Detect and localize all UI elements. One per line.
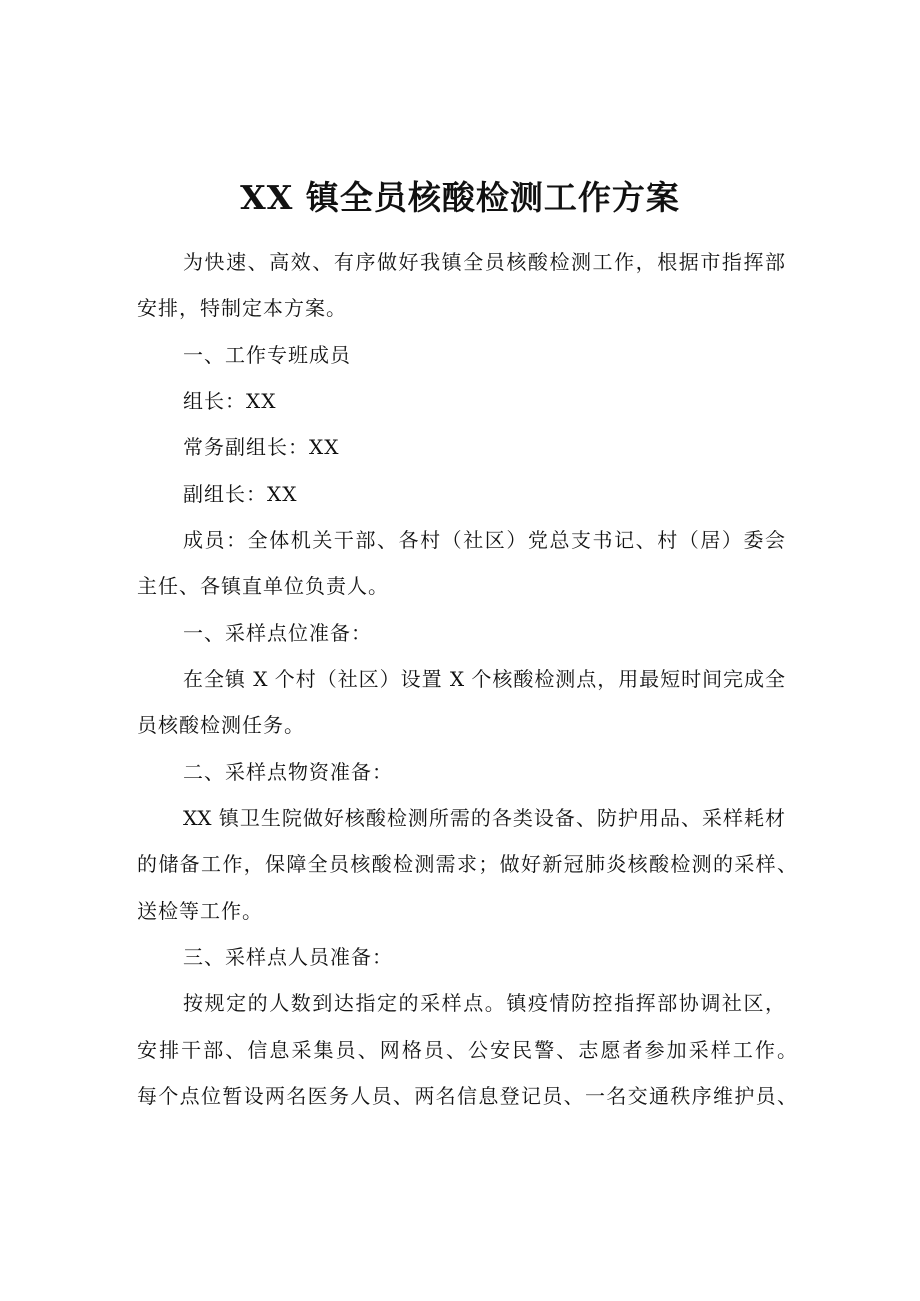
section-heading: 一、采样点位准备： [183, 620, 372, 645]
paragraph-line: 员核酸检测任务。 [137, 713, 305, 738]
section-heading: 二、采样点物资准备： [183, 759, 393, 784]
paragraph-sampling-sites [137, 656, 797, 749]
paragraph-deputy [137, 471, 797, 517]
paragraph-personnel [137, 980, 797, 1119]
paragraph-intro [137, 239, 797, 332]
paragraph-members [137, 517, 797, 610]
paragraph-line: 常务副组长：XX [183, 435, 340, 460]
document-title: XX 镇全员核酸检测工作方案 [240, 178, 680, 217]
paragraph-line: 成员：全体机关干部、各村（社区）党总支书记、村（居）委会 [183, 527, 785, 552]
paragraph-line: 副组长：XX [183, 481, 298, 506]
section-heading-supplies [137, 749, 797, 795]
paragraph-line: 组长：XX [183, 388, 277, 413]
paragraph-executive-deputy [137, 424, 797, 470]
paragraph-line: 为快速、高效、有序做好我镇全员核酸检测工作，根据市指挥部 [183, 250, 785, 274]
paragraph-line: 送检等工作。 [137, 898, 263, 923]
document-body [137, 239, 797, 1119]
section-heading: 一、工作专班成员 [183, 342, 351, 367]
section-heading-team [137, 332, 797, 378]
paragraph-line: XX 镇卫生院做好核酸检测所需的各类设备、防护用品、采样耗材 [183, 805, 785, 830]
paragraph-line: 在全镇 X 个村（社区）设置 X 个核酸检测点，用最短时间完成全 [183, 666, 785, 691]
paragraph-line: 主任、各镇直单位负责人。 [137, 574, 389, 599]
section-heading: 三、采样点人员准备： [183, 944, 393, 969]
section-heading-sampling-sites [137, 610, 797, 656]
section-heading-personnel [137, 934, 797, 980]
paragraph-supplies [137, 795, 797, 934]
paragraph-line: 按规定的人数到达指定的采样点。镇疫情防控指挥部协调社区， [183, 991, 785, 1016]
paragraph-line: 安排干部、信息采集员、网格员、公安民警、志愿者参加采样工作。 [137, 1037, 797, 1062]
paragraph-line: 安排，特制定本方案。 [137, 296, 347, 321]
paragraph-line: 每个点位暂设两名医务人员、两名信息登记员、一名交通秩序维护员、 [137, 1083, 797, 1108]
paragraph-line: 的储备工作，保障全员核酸检测需求；做好新冠肺炎核酸检测的采样、 [137, 852, 797, 877]
paragraph-leader [137, 378, 797, 424]
